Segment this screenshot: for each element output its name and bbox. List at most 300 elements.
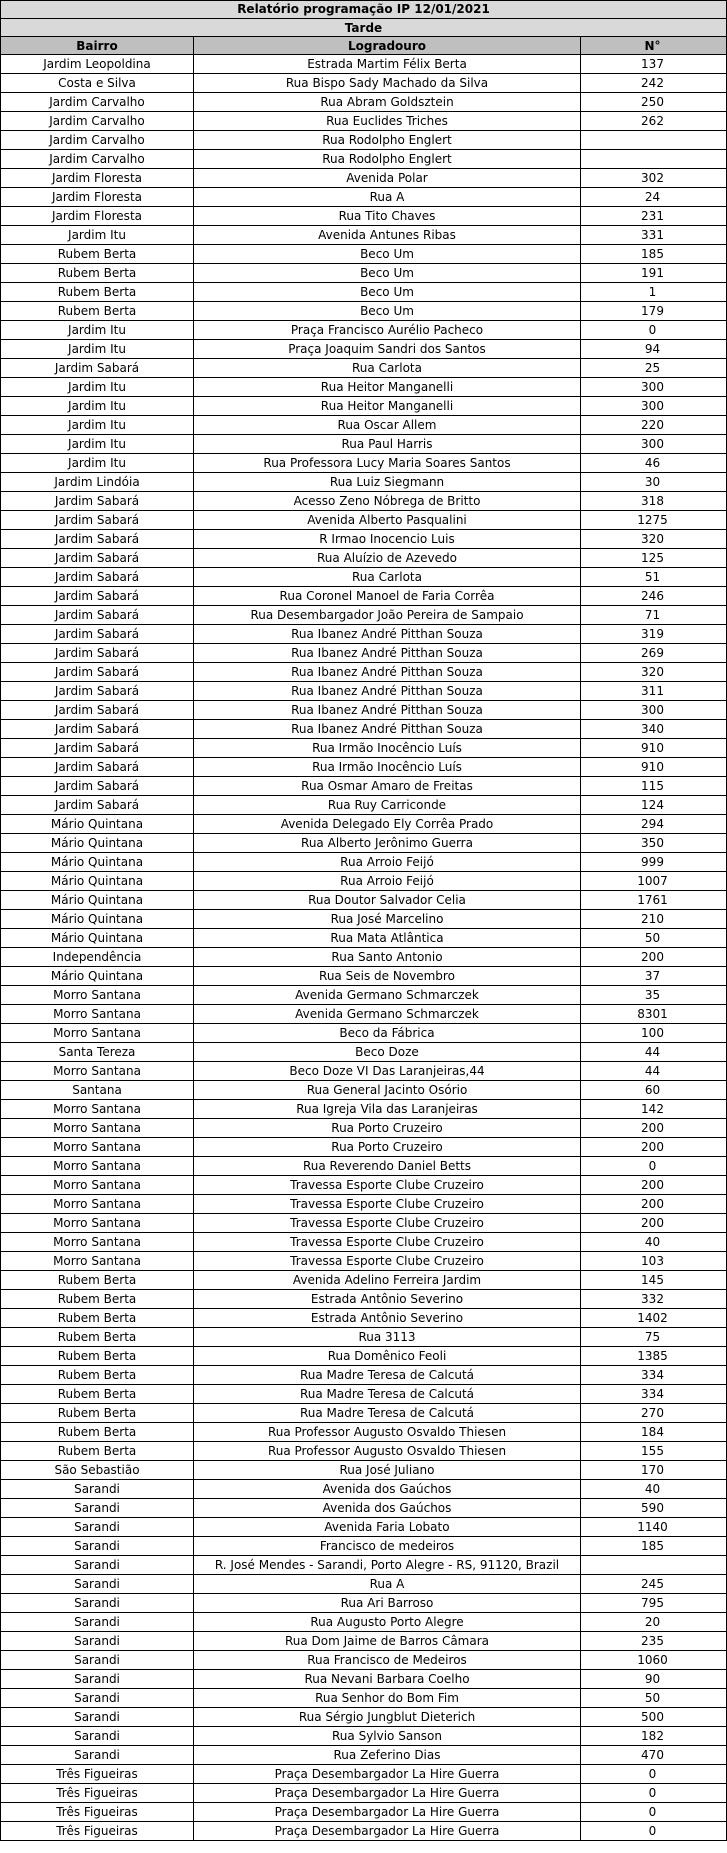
table-row [1,1062,726,1081]
cell-logradouro: Rua Arroio Feijó [194,853,581,871]
table-row [1,150,726,169]
cell-logradouro: Rua Porto Cruzeiro [194,1119,581,1137]
table-row [1,758,726,777]
table-row [1,815,726,834]
cell-bairro: Santana [1,1081,194,1099]
cell-numero: 0 [648,323,657,337]
cell-numero: 1 [648,285,657,299]
cell-numero: 235 [641,1634,664,1648]
cell-logradouro: Avenida Antunes Ribas [194,226,581,244]
cell-logradouro: Rua A [194,188,581,206]
table-row [1,378,726,397]
cell-logradouro: Rua Madre Teresa de Calcutá [194,1366,581,1384]
cell-bairro: Sarandi [1,1746,194,1764]
cell-numero: 200 [641,950,664,964]
cell-numero: 200 [641,1216,664,1230]
table-row [1,739,726,758]
table-row [1,226,726,245]
cell-bairro: Jardim Sabará [1,587,194,605]
cell-bairro: Jardim Sabará [1,492,194,510]
table-row [1,910,726,929]
cell-numero: 300 [641,380,664,394]
cell-logradouro: Rua Heitor Manganelli [194,378,581,396]
cell-logradouro: Praça Desembargador La Hire Guerra [194,1784,581,1802]
table-row [1,1689,726,1708]
cell-logradouro: Beco Um [194,302,581,320]
cell-bairro: Jardim Sabará [1,758,194,776]
cell-bairro: Rubem Berta [1,245,194,263]
cell-logradouro: Rua Doutor Salvador Celia [194,891,581,909]
table-row [1,1214,726,1233]
table-row [1,1404,726,1423]
cell-numero: 103 [641,1254,664,1268]
cell-logradouro: Rua Alberto Jerônimo Guerra [194,834,581,852]
cell-numero: 0 [648,1786,657,1800]
cell-numero: 40 [644,1482,661,1496]
table-row [1,948,726,967]
cell-bairro: Sarandi [1,1537,194,1555]
table-row [1,834,726,853]
cell-numero: 185 [641,247,664,261]
cell-bairro: Rubem Berta [1,1347,194,1365]
cell-bairro: Morro Santana [1,1138,194,1156]
cell-logradouro: Beco Um [194,245,581,263]
cell-numero: 25 [644,361,661,375]
cell-bairro: Mário Quintana [1,834,194,852]
cell-logradouro: Rua Ibanez André Pitthan Souza [194,644,581,662]
cell-numero: 0 [648,1805,657,1819]
cell-bairro: Rubem Berta [1,1290,194,1308]
cell-logradouro: Beco Um [194,264,581,282]
cell-numero: 300 [641,399,664,413]
cell-numero: 200 [641,1140,664,1154]
cell-logradouro: Avenida Delegado Ely Corrêa Prado [194,815,581,833]
cell-logradouro: Travessa Esporte Clube Cruzeiro [194,1176,581,1194]
table-row [1,169,726,188]
table-row [1,511,726,530]
cell-bairro: Sarandi [1,1556,194,1574]
cell-numero: 37 [644,969,661,983]
cell-bairro: Rubem Berta [1,1328,194,1346]
cell-numero: 124 [641,798,664,812]
cell-logradouro: Acesso Zeno Nóbrega de Britto [194,492,581,510]
cell-logradouro: Rua Abram Goldsztein [194,93,581,111]
cell-bairro: Morro Santana [1,1100,194,1118]
cell-numero: 242 [641,76,664,90]
cell-logradouro: Rua Luiz Siegmann [194,473,581,491]
table-row [1,188,726,207]
table-row [1,1119,726,1138]
cell-logradouro: Avenida Polar [194,169,581,187]
cell-logradouro: Francisco de medeiros [194,1537,581,1555]
cell-numero: 311 [641,684,664,698]
cell-numero: 137 [641,57,664,71]
cell-logradouro: Rua Ibanez André Pitthan Souza [194,625,581,643]
table-row [1,1537,726,1556]
table-body [1,55,726,1841]
cell-bairro: Jardim Floresta [1,169,194,187]
cell-logradouro: Rua José Juliano [194,1461,581,1479]
cell-bairro: Morro Santana [1,1252,194,1270]
table-row [1,1385,726,1404]
table-row [1,1765,726,1784]
cell-numero: 40 [644,1235,661,1249]
cell-numero: 71 [644,608,661,622]
table-row [1,568,726,587]
cell-numero: 185 [641,1539,664,1553]
cell-logradouro: Estrada Antônio Severino [194,1309,581,1327]
table-row [1,1423,726,1442]
cell-numero: 999 [641,855,664,869]
table-row [1,967,726,986]
cell-bairro: Morro Santana [1,1062,194,1080]
cell-bairro: Rubem Berta [1,1271,194,1289]
table-row [1,530,726,549]
table-row [1,1556,726,1575]
cell-logradouro: Rua Sylvio Sanson [194,1727,581,1745]
cell-logradouro: Avenida Germano Schmarczek [194,986,581,1004]
cell-numero: 334 [641,1368,664,1382]
cell-bairro: Mário Quintana [1,967,194,985]
cell-logradouro: Rua Sérgio Jungblut Dieterich [194,1708,581,1726]
cell-numero: 1402 [637,1311,668,1325]
table-row [1,74,726,93]
cell-logradouro: Beco Doze [194,1043,581,1061]
table-row [1,245,726,264]
cell-logradouro: Praça Desembargador La Hire Guerra [194,1803,581,1821]
cell-numero: 500 [641,1710,664,1724]
cell-bairro: Morro Santana [1,1176,194,1194]
cell-logradouro: Travessa Esporte Clube Cruzeiro [194,1214,581,1232]
cell-bairro: Três Figueiras [1,1784,194,1802]
cell-logradouro: Avenida Alberto Pasqualini [194,511,581,529]
cell-logradouro: Avenida dos Gaúchos [194,1499,581,1517]
cell-numero: 145 [641,1273,664,1287]
cell-logradouro: Rua Igreja Vila das Laranjeiras [194,1100,581,1118]
column-header-numero: N° [644,39,661,53]
cell-logradouro: Rua Professor Augusto Osvaldo Thiesen [194,1423,581,1441]
cell-logradouro: Rua Heitor Manganelli [194,397,581,415]
cell-numero: 50 [644,931,661,945]
cell-logradouro: Rua Oscar Allem [194,416,581,434]
table-row [1,264,726,283]
cell-logradouro: Rua Madre Teresa de Calcutá [194,1385,581,1403]
table-row [1,1347,726,1366]
cell-numero: 300 [641,437,664,451]
cell-numero: 179 [641,304,664,318]
cell-bairro: Rubem Berta [1,1366,194,1384]
table-row [1,587,726,606]
cell-numero: 795 [641,1596,664,1610]
table-row [1,1575,726,1594]
cell-bairro: Jardim Sabará [1,530,194,548]
cell-numero: 125 [641,551,664,565]
cell-bairro: Mário Quintana [1,910,194,928]
cell-bairro: Mário Quintana [1,891,194,909]
cell-bairro: Três Figueiras [1,1765,194,1783]
table-row [1,112,726,131]
cell-numero: 331 [641,228,664,242]
cell-numero: 1140 [637,1520,668,1534]
cell-logradouro: Rua Ibanez André Pitthan Souza [194,701,581,719]
cell-bairro: Jardim Sabará [1,511,194,529]
cell-bairro: Costa e Silva [1,74,194,92]
cell-bairro: Morro Santana [1,986,194,1004]
column-header-logradouro: Logradouro [194,37,581,54]
cell-bairro: Jardim Itu [1,340,194,358]
cell-logradouro: Praça Francisco Aurélio Pacheco [194,321,581,339]
cell-numero: 294 [641,817,664,831]
cell-bairro: Jardim Itu [1,321,194,339]
table-row [1,1651,726,1670]
cell-logradouro: Rua Santo Antonio [194,948,581,966]
cell-bairro: Sarandi [1,1518,194,1536]
cell-bairro: Sarandi [1,1651,194,1669]
cell-bairro: Rubem Berta [1,1423,194,1441]
cell-numero: 30 [644,475,661,489]
cell-numero: 0 [648,1824,657,1838]
cell-bairro: Jardim Sabará [1,701,194,719]
cell-numero: 334 [641,1387,664,1401]
cell-logradouro: Estrada Antônio Severino [194,1290,581,1308]
cell-numero: 44 [644,1064,661,1078]
cell-logradouro: Travessa Esporte Clube Cruzeiro [194,1233,581,1251]
cell-numero: 262 [641,114,664,128]
cell-bairro: Sarandi [1,1689,194,1707]
cell-logradouro: Rua Bispo Sady Machado da Silva [194,74,581,92]
cell-numero [581,1556,724,1574]
cell-logradouro: Rua Professor Augusto Osvaldo Thiesen [194,1442,581,1460]
cell-bairro: Sarandi [1,1632,194,1650]
cell-numero: 51 [644,570,661,584]
cell-bairro: Jardim Sabará [1,359,194,377]
table-row [1,1233,726,1252]
cell-numero: 0 [648,1767,657,1781]
cell-bairro: Jardim Floresta [1,207,194,225]
cell-bairro: Sarandi [1,1708,194,1726]
cell-numero: 100 [641,1026,664,1040]
cell-logradouro: Estrada Martim Félix Berta [194,55,581,73]
cell-logradouro: Rua Osmar Amaro de Freitas [194,777,581,795]
cell-numero: 182 [641,1729,664,1743]
cell-numero: 46 [644,456,661,470]
cell-bairro: Rubem Berta [1,283,194,301]
cell-bairro: Sarandi [1,1727,194,1745]
table-row [1,872,726,891]
cell-numero: 115 [641,779,664,793]
cell-bairro: Sarandi [1,1670,194,1688]
cell-bairro: Sarandi [1,1499,194,1517]
cell-logradouro: Rua Ibanez André Pitthan Souza [194,720,581,738]
cell-numero: 320 [641,532,664,546]
cell-numero: 60 [644,1083,661,1097]
cell-bairro: Morro Santana [1,1214,194,1232]
cell-bairro: Jardim Carvalho [1,150,194,168]
table-row [1,1822,726,1841]
cell-logradouro: Rua Professora Lucy Maria Soares Santos [194,454,581,472]
cell-logradouro: Rua Aluízio de Azevedo [194,549,581,567]
table-row [1,1366,726,1385]
cell-numero: 231 [641,209,664,223]
cell-bairro: Morro Santana [1,1233,194,1251]
cell-bairro: Rubem Berta [1,1385,194,1403]
table-row [1,435,726,454]
cell-bairro: Jardim Carvalho [1,131,194,149]
cell-bairro: Morro Santana [1,1005,194,1023]
table-row [1,340,726,359]
cell-numero: 184 [641,1425,664,1439]
cell-bairro: Jardim Itu [1,416,194,434]
table-row [1,1290,726,1309]
cell-bairro: Morro Santana [1,1195,194,1213]
table-row [1,701,726,720]
cell-logradouro: Rua Reverendo Daniel Betts [194,1157,581,1175]
cell-logradouro: Rua Arroio Feijó [194,872,581,890]
cell-logradouro: Rua Coronel Manoel de Faria Corrêa [194,587,581,605]
cell-logradouro: Beco da Fábrica [194,1024,581,1042]
table-row [1,1670,726,1689]
cell-logradouro: Rua Ruy Carriconde [194,796,581,814]
cell-logradouro: Rua Ibanez André Pitthan Souza [194,682,581,700]
cell-bairro: Jardim Carvalho [1,112,194,130]
cell-logradouro: Rua Paul Harris [194,435,581,453]
cell-bairro: Jardim Itu [1,226,194,244]
table-row [1,1784,726,1803]
cell-logradouro: Avenida Germano Schmarczek [194,1005,581,1023]
cell-logradouro: Avenida Faria Lobato [194,1518,581,1536]
cell-bairro: Rubem Berta [1,1309,194,1327]
table-row [1,283,726,302]
cell-bairro: Jardim Sabará [1,644,194,662]
cell-numero: 590 [641,1501,664,1515]
column-header-bairro: Bairro [1,37,194,54]
table-row [1,1613,726,1632]
cell-numero: 8301 [637,1007,668,1021]
cell-logradouro: Rua Euclides Triches [194,112,581,130]
cell-bairro: Sarandi [1,1613,194,1631]
cell-numero: 332 [641,1292,664,1306]
table-row [1,207,726,226]
cell-numero: 142 [641,1102,664,1116]
table-row [1,1480,726,1499]
cell-bairro: Rubem Berta [1,1404,194,1422]
table-row [1,1328,726,1347]
cell-numero [581,150,724,168]
cell-logradouro: Rua Rodolpho Englert [194,150,581,168]
table-row [1,1176,726,1195]
table-row [1,1252,726,1271]
cell-logradouro: Beco Doze VI Das Laranjeiras,44 [194,1062,581,1080]
cell-numero: 1060 [637,1653,668,1667]
cell-bairro: Santa Tereza [1,1043,194,1061]
table-row [1,777,726,796]
cell-numero: 319 [641,627,664,641]
cell-numero: 910 [641,741,664,755]
cell-logradouro: Rua Francisco de Medeiros [194,1651,581,1669]
cell-numero: 1761 [637,893,668,907]
cell-numero: 300 [641,703,664,717]
cell-numero: 250 [641,95,664,109]
table-row [1,473,726,492]
cell-numero: 220 [641,418,664,432]
cell-numero: 75 [644,1330,661,1344]
table-row [1,1100,726,1119]
cell-numero: 155 [641,1444,664,1458]
cell-logradouro: Rua Nevani Barbara Coelho [194,1670,581,1688]
cell-logradouro: Travessa Esporte Clube Cruzeiro [194,1252,581,1270]
cell-logradouro: Rua Seis de Novembro [194,967,581,985]
cell-bairro: Três Figueiras [1,1803,194,1821]
cell-bairro: Jardim Leopoldina [1,55,194,73]
table-row [1,720,726,739]
cell-logradouro: Rua Senhor do Bom Fim [194,1689,581,1707]
cell-numero: 24 [644,190,661,204]
cell-bairro: Jardim Sabará [1,777,194,795]
cell-bairro: Sarandi [1,1575,194,1593]
cell-numero: 50 [644,1691,661,1705]
cell-logradouro: Rua Mata Atlântica [194,929,581,947]
cell-numero: 246 [641,589,664,603]
cell-logradouro: Rua Porto Cruzeiro [194,1138,581,1156]
cell-bairro: Jardim Sabará [1,739,194,757]
cell-numero: 245 [641,1577,664,1591]
table-row [1,1746,726,1765]
table-row [1,1043,726,1062]
cell-bairro: Jardim Sabará [1,720,194,738]
table-row [1,1005,726,1024]
cell-logradouro: Rua Carlota [194,568,581,586]
cell-bairro: Morro Santana [1,1024,194,1042]
table-row [1,1803,726,1822]
table-row [1,492,726,511]
cell-logradouro: Rua Ibanez André Pitthan Souza [194,663,581,681]
cell-bairro: Jardim Sabará [1,796,194,814]
cell-numero [581,131,724,149]
cell-bairro: Jardim Lindóia [1,473,194,491]
table-row [1,1632,726,1651]
cell-logradouro: Praça Joaquim Sandri dos Santos [194,340,581,358]
cell-bairro: Jardim Sabará [1,682,194,700]
table-row [1,625,726,644]
cell-bairro: Rubem Berta [1,302,194,320]
cell-logradouro: Rua 3113 [194,1328,581,1346]
table-row [1,1157,726,1176]
report-title: Relatório programação IP 12/01/2021 [1,0,726,19]
cell-logradouro: Rua Carlota [194,359,581,377]
table-row [1,454,726,473]
cell-numero: 90 [644,1672,661,1686]
cell-numero: 350 [641,836,664,850]
cell-numero: 200 [641,1121,664,1135]
table-row [1,55,726,74]
table-row [1,1594,726,1613]
cell-logradouro: Rua Augusto Porto Alegre [194,1613,581,1631]
cell-numero: 0 [648,1159,657,1173]
cell-numero: 44 [644,1045,661,1059]
cell-logradouro: Avenida Adelino Ferreira Jardim [194,1271,581,1289]
cell-bairro: Rubem Berta [1,264,194,282]
table-row [1,1138,726,1157]
cell-logradouro: Rua Rodolpho Englert [194,131,581,149]
table-row [1,644,726,663]
cell-numero: 910 [641,760,664,774]
cell-numero: 170 [641,1463,664,1477]
table-row [1,1081,726,1100]
cell-bairro: Mário Quintana [1,853,194,871]
cell-numero: 94 [644,342,661,356]
cell-logradouro: Praça Desembargador La Hire Guerra [194,1765,581,1783]
cell-logradouro: Praça Desembargador La Hire Guerra [194,1822,581,1840]
